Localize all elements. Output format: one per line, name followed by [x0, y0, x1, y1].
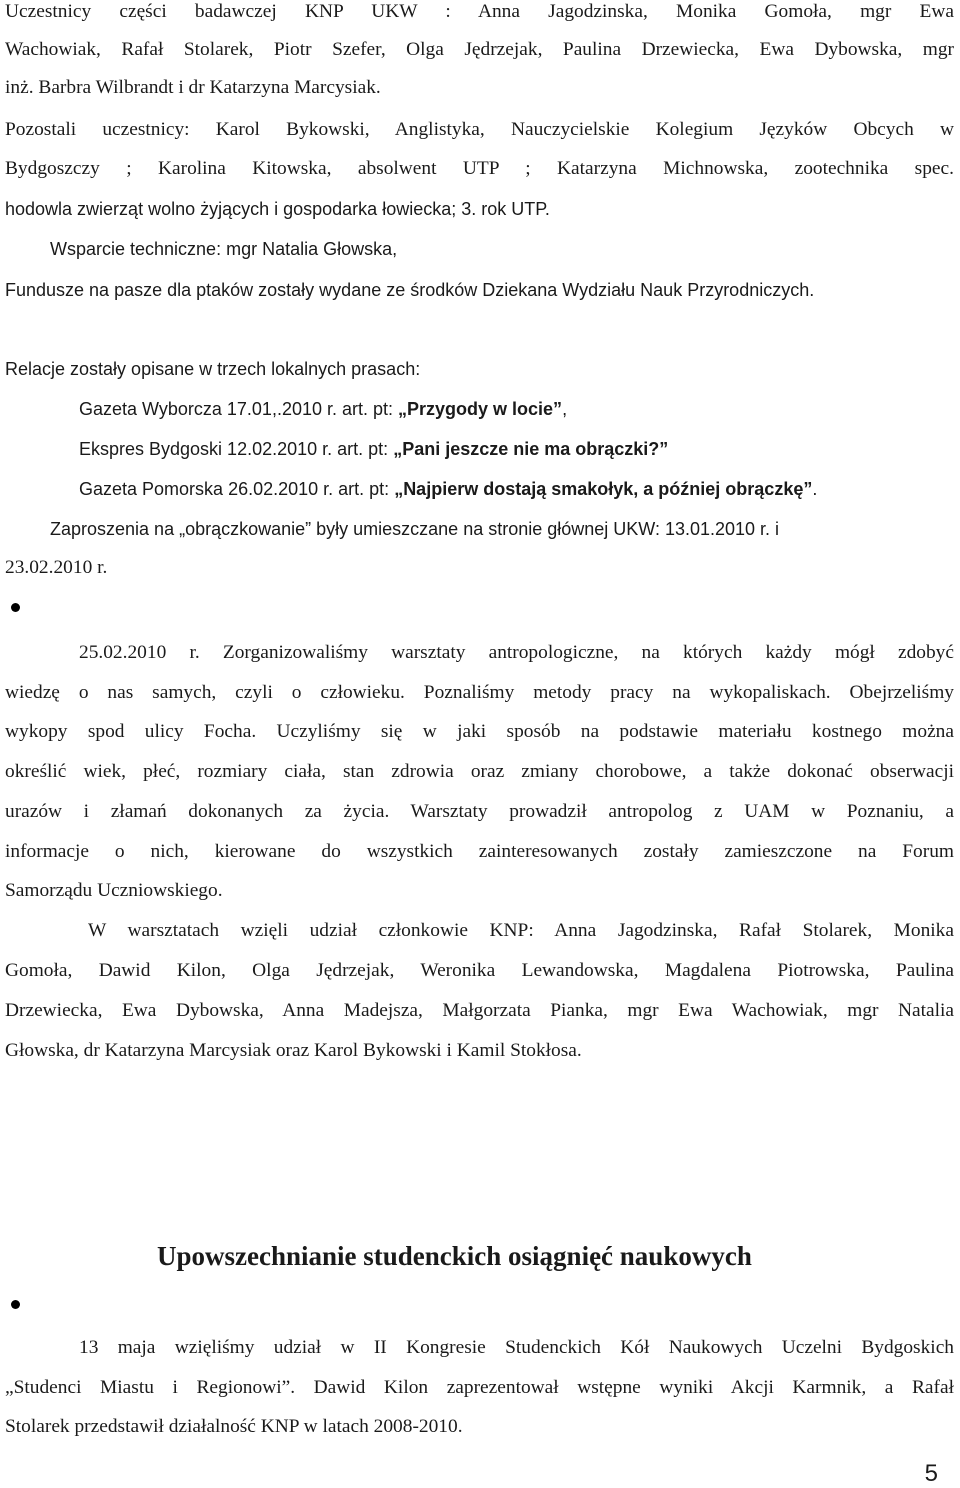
- press-item: [79, 477, 954, 501]
- congress-line-3: Stolarek przedstawił działalność KNP w latach 2008-2010.: [5, 1416, 463, 1437]
- other-participants-line-2: Bydgoszczy ; Karolina Kitowska, absolwent UTP ; Katarzyna Michnowska, zootechnika spec.: [5, 158, 954, 179]
- workshop-line-7: Samorządu Uczniowskiego.: [5, 880, 223, 901]
- page-number: 5: [924, 1460, 938, 1487]
- press-source: Gazeta Wyborcza 17.01,.2010 r. art. pt:: [79, 399, 399, 419]
- technical-support-text: Wsparcie techniczne: mgr Natalia Głowska,: [50, 239, 398, 259]
- congress-line-1: 13 maja wzięliśmy udział w II Kongresie Studenckich Kół Naukowych Uczelni Bydgoskich: [79, 1337, 954, 1358]
- workshop-line-3: wykopy spod ulicy Focha. Uczyliśmy się w jaki sposób na podstawie materiału kostnego można: [5, 721, 954, 742]
- workshop-members-line-3: Drzewiecka, Ewa Dybowska, Anna Madejsza, Małgorzata Pianka, mgr Ewa Wachowiak, mgr Natalia: [5, 1000, 954, 1021]
- bullet-icon: [11, 1300, 20, 1309]
- congress-line-2: „Studenci Miastu i Regionowi”. Dawid Kilon zaprezentował wstępne wyniki Akcji Karmnik, a Rafał: [5, 1377, 954, 1398]
- press-source: Ekspres Bydgoski 12.02.2010 r. art. pt:: [79, 439, 394, 459]
- workshop-line-1: 25.02.2010 r. Zorganizowaliśmy warsztaty antropologiczne, na których każdy mógł zdobyć: [79, 642, 954, 663]
- research-participants-line-1: Uczestnicy części badawczej KNP UKW : Anna Jagodzinska, Monika Gomoła, mgr Ewa: [5, 1, 954, 22]
- other-participants-line-3: hodowla zwierząt wolno żyjących i gospodarka łowiecka; 3. rok UTP.: [5, 199, 550, 219]
- section-heading: Upowszechnianie studenckich osiągnięć naukowych: [157, 1241, 752, 1271]
- bullet-icon: [11, 603, 20, 612]
- workshop-members-line-1: W warsztatach wzięli udział członkowie KNP: Anna Jagodzinska, Rafał Stolarek, Monika: [88, 920, 954, 941]
- workshop-line-6: informacje o nich, kierowane do wszystkich zainteresowanych zostały zamieszczone na Forum: [5, 841, 954, 862]
- invitation-line-1: Zaproszenia na „obrączkowanie” były umieszczane na stronie głównej UKW: 13.01.2010 r. i: [50, 519, 780, 539]
- workshop-line-4: określić wiek, płeć, rozmiary ciała, stan zdrowia oraz zmiany chorobowe, a także dokonać obserwacji: [5, 761, 954, 782]
- press-article-title: „Przygody w locie”: [398, 399, 563, 419]
- press-article-title: „Pani jeszcze nie ma obrączki?”: [393, 439, 669, 459]
- funding-text: Fundusze na pasze dla ptaków zostały wydane ze środków Dziekana Wydziału Nauk Przyrodniczych.: [5, 280, 815, 300]
- research-participants-line-2: Wachowiak, Rafał Stolarek, Piotr Szefer, Olga Jędrzejak, Paulina Drzewiecka, Ewa Dybowska, mgr: [5, 39, 954, 60]
- press-source: Gazeta Pomorska 26.02.2010 r. art. pt:: [79, 479, 395, 499]
- press-suffix: .: [812, 479, 818, 499]
- press-intro: Relacje zostały opisane w trzech lokalnych prasach:: [5, 359, 421, 379]
- workshop-members-line-2: Gomoła, Dawid Kilon, Olga Jędrzejak, Weronika Lewandowska, Magdalena Piotrowska, Paulina: [5, 960, 954, 981]
- press-item: [79, 437, 954, 461]
- workshop-line-5: urazów i złamań dokonanych za życia. Warsztaty prowadził antropolog z UAM w Poznaniu, a: [5, 801, 954, 822]
- research-participants-line-3: inż. Barbra Wilbrandt i dr Katarzyna Marcysiak.: [5, 77, 381, 98]
- other-participants-line-1: Pozostali uczestnicy: Karol Bykowski, Anglistyka, Nauczycielskie Kolegium Języków Obcych w: [5, 119, 954, 140]
- press-item: [79, 397, 954, 421]
- workshop-members-line-4: Głowska, dr Katarzyna Marcysiak oraz Karol Bykowski i Kamil Stokłosa.: [5, 1040, 582, 1061]
- press-suffix: ,: [562, 399, 568, 419]
- invitation-line-2: 23.02.2010 r.: [5, 557, 108, 578]
- workshop-line-2: wiedzę o nas samych, czyli o człowieku. Poznaliśmy metody pracy na wykopaliskach. Obejrzeliśmy: [5, 682, 954, 703]
- press-article-title: „Najpierw dostają smakołyk, a później obrączkę”: [394, 479, 813, 499]
